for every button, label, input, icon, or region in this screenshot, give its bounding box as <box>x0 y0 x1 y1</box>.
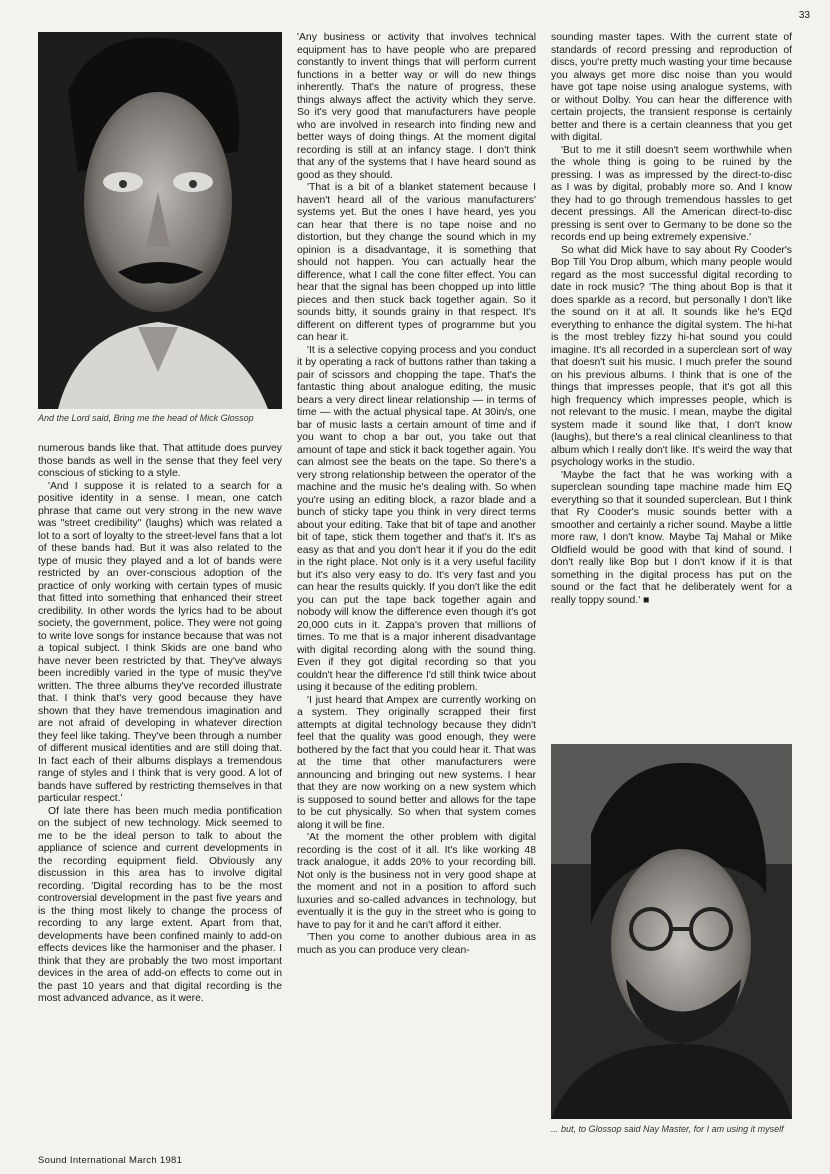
paragraph: 'I just heard that Ampex are currently working on a system. They originally scrapped their first attempts at digital technology because they didn't feel that the quality was good enough, they were bothered by the fact that you could hear it. That was at the time that other manufacturers were announcing and bringing out new systems. I hear that they are now working on a new system which is supposed to sound better and allows for the tape to be cut physically. So when that system comes along it will be fine. <box>297 694 536 831</box>
page-number: 33 <box>798 10 810 21</box>
portrait-image <box>38 32 282 409</box>
paragraph: So what did Mick have to say about Ry Cooder's Bop Till You Drop album, which many people would regard as the most successful digital recording to date in rock music? 'The thing about Bop is that it does sparkle as a record, but personally I don't like the sound on it at all. It sounds like he's EQd everything to enhance the digital system. The hi-hat is the most trebley fizzy hi-hat sound you could imagine. It's all recorded in a superclean sort of way that doesn't suit his music. I much prefer the sound on his previous albums. I think that is one of the things that impresses people, that it's got all this high frequency which impresses people, which is not relevant to the music. I mean, maybe the digital system made it sound like that, I don't know (laughs), but there's a real clinical cleanliness to that album which I really don't like. It's weird the way that psychology works in the studio. <box>551 244 792 468</box>
article-column-1 <box>38 443 282 1006</box>
paragraph: 'Any business or activity that involves technical equipment has to have people who are prepared constantly to invent things that will perform current functions in a better way or will do new things inherently. That's the nature of progress, these things always affect the activity which they serve. So it's very good that manufacturers have people who are involved in research into finding new and better ways of doing things. At the moment digital recording is still at an infancy stage. I don't think that any of the systems that I have heard sound as good as they should. <box>297 32 536 181</box>
photo1-caption: And the Lord said, Bring me the head of Mick Glossop <box>38 413 254 423</box>
photo-portrait-mick-glossop <box>38 32 282 409</box>
paragraph: Of late there has been much media pontification on the subject of new technology. Mick seemed to me to be the ideal person to talk to about the appliance of science and current developments in the recording equipment field. Obviously any discussion in this area has to involve digital recording. 'Digital recording has to be the most controversial development in the past five years and is the thing most likely to change the process of recording to any large extent. Apart from that, developments have been confined mainly to add-on effects devices like the harmoniser and the phaser. I think that they are probably the two most important devices in the area of add-on effects to come out in the past 10 years and that digital recording is the most advanced advance, as it were. <box>38 805 282 1004</box>
article-column-2 <box>297 32 536 957</box>
paragraph: 'Maybe the fact that he was working with a superclean sounding tape machine made him EQ everything so that it sounded superclean. But I think that Ry Cooder's music sounds better with a smoother and certainly a richer sound. Maybe a little more raw, I don't know. Maybe Taj Mahal or Mike Oldfield would be good with that kind of sound. I don't really like Bop but I don't know if it is that something in the digital process has put on the sound or the fact that he deliberately went for a really toppy sound.' ■ <box>551 469 792 606</box>
page-footer: Sound International March 1981 <box>38 1155 183 1166</box>
paragraph: numerous bands like that. That attitude does purvey those bands as well in the sense that they feel very conscious of sticking to a style. <box>38 443 282 479</box>
paragraph: 'It is a selective copying process and you conduct it by operating a rack of buttons rather than taking a pair of scissors and chopping the tape. That's the fantastic thing about analogue editing, the music bears a very direct linear relationship — in terms of time — with the actual physical tape. At 30in/s, one bar of music lasts a certain amount of time and if you want to chop a bar out, you take out that amount of tape and stick it back together again. You can almost see the beats on the tape. So there's a very strong relationship between the operator of the machine and the music he's dealing with. So when you're using an editing block, a razor blade and a bunch of sticky tape you think in very direct terms about your editing. Take that bit of tape and another bit of tape, stick them together and that's it. It's as easy as that and you don't hear it if you do the edit in the right place. Not only is it a very useful facility but it's also very easy to do. It's very fast and you can hear the results quickly. If you don't like the edit you can put the tape back together again and nobody will know the difference even though it's got 20,000 cuts in it. Zappa's proven that millions of times. To me that is a major inherent disadvantage with digital recording along with the sound thing. Even if they got digital recording so that you couldn't hear the difference I'd still think twice about using it because of the editing problem. <box>297 344 536 693</box>
portrait-image-2 <box>551 744 792 1119</box>
photo-portrait-glasses <box>551 744 792 1119</box>
paragraph: sounding master tapes. With the current state of standards of record pressing and reproduction of discs, you're pretty much wasting your time because you always get more disc noise than you would have got tape noise using analogue systems, with or without Dolby. You can hear the difference with certain projects, the transient response is certainly better and there is a certain cleanness that you get with digital. <box>551 32 792 143</box>
paragraph: 'That is a bit of a blanket statement because I haven't heard all of the various manufacturers' systems yet. But the ones I have heard, yes you can hear that there is no tape noise and no distortion, but they change the sound which in my opinion is a disadvantage, it is something that should not happen. You can actually hear the difference, what I call the cone filter effect. You can hear that the signal has been chopped up into little pieces and then stuck back together again. So it sounds bitty, it sounds grainy in that respect. It's different on different types of programme but you can hear it. <box>297 182 536 343</box>
article-column-3 <box>551 32 792 607</box>
paragraph: 'Then you come to another dubious area in as much as you can produce very clean- <box>297 932 536 956</box>
photo2-caption: ... but, to Glossop said Nay Master, for I am using it myself <box>551 1124 784 1134</box>
paragraph: 'At the moment the other problem with digital recording is the cost of it all. It's like working 48 track analogue, it adds 20% to your recording bill. Not only is the business not in very good shape at the moment and not in a position to afford such luxuries and so-called advances in technology, but eventually it is the guy in the street who is going to have to pay for it and he can't afford it either. <box>297 832 536 931</box>
paragraph: 'But to me it still doesn't seem worthwhile when the whole thing is going to be ruined by the pressing. I was as impressed by the direct-to-disc as I was by digital, probably more so. And I know they had to go through tremendous hassles to get decent pressings. All the American direct-to-disc pressing is sent over to Germany to be done so the records end up being extremely expensive.' <box>551 144 792 243</box>
paragraph: 'And I suppose it is related to a search for a positive identity in a sense. I mean, one catch phrase that came out very strong in the new wave was "street credibility" (laughs) which was related a lot to a sort of loyalty to the street-level fans that a lot of these bands had. But it was also related to the type of music they played and a lot of bands were restricted by an over-conscious adoption of the practice of only working with certain types of music that fitted into something that enhanced their street credibility. In other words the lyrics had to be about society, the government, police. They were not going to write love songs for instance because that was not a topical subject. I think Skids are one band who have never been restricted by that. They've always been incredibly varied in the type of music they've written. The three albums they've recorded illustrate that. I think that's very good because they have shown that they have tremendous imagination and are not afraid of developing in whatever direction they feel like taking. They've been through a number of different musical identities and are still doing that. In fact each of their albums displays a tremendous range of styles and I think that is very good. A lot of bands have suffered by restricting themselves in that particular respect.' <box>38 480 282 804</box>
